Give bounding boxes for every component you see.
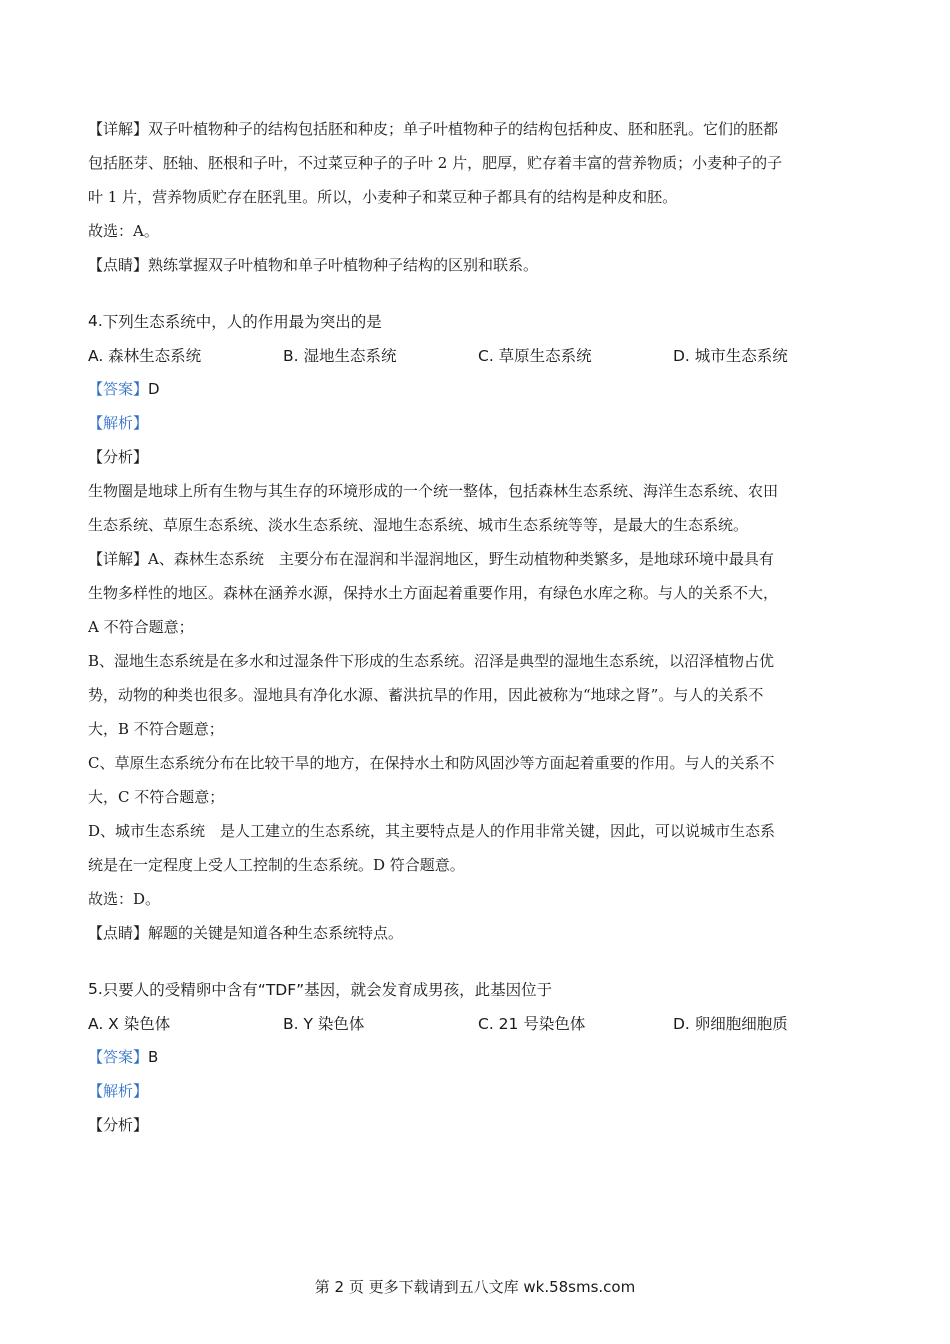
q4-stem-text: 下列生态系统中，人的作用最为突出的是 xyxy=(102,313,382,331)
q4-tip xyxy=(88,916,878,950)
q5-analysis-heading xyxy=(88,1074,878,1108)
q4-d-text-2: 统是在一定程度上受人工控制的生态系统。D 符合题意。 xyxy=(88,855,465,874)
q5-number: 5. xyxy=(88,980,103,998)
q4-b-text-2: 势，动物的种类也很多。湿地具有净化水源、蓄洪抗旱的作用，因此被称为“地球之肾”。与人的关系不 xyxy=(88,685,764,704)
q4-choice xyxy=(88,882,878,916)
q4-detail-text-2: 生物多样性的地区。森林在涵养水源，保持水土方面起着重要作用，有绿色水库之称。与人的关系不大， xyxy=(88,583,779,602)
q4-analysis-label: 【解析】 xyxy=(88,413,149,432)
q3-detail-text-3: 叶 1 片，营养物质贮存在胚乳里。所以，小麦种子和菜豆种子都具有的结构是种皮和胚。 xyxy=(88,187,678,206)
q4-fenxi-text-1: 生物圈是地球上所有生物与其生存的环境形成的一个统一整体，包括森林生态系统、海洋生态系统、农田 xyxy=(88,481,779,500)
q4-tip-text: 【点睛】解题的关键是知道各种生态系统特点。 xyxy=(88,923,404,942)
q4-fenxi-heading xyxy=(88,440,878,474)
q5-option-d: D. 卵细胞细胞质 xyxy=(673,1015,788,1033)
spacer xyxy=(88,950,878,972)
q4-answer-value: D xyxy=(148,379,160,398)
q4-choice-text: 故选：D。 xyxy=(88,889,161,908)
q4-detail-line-2 xyxy=(88,576,878,610)
q3-choice xyxy=(88,214,878,248)
q4-b-text-3: 大，B 不符合题意； xyxy=(88,719,224,738)
spacer xyxy=(88,282,878,304)
q4-options xyxy=(88,338,878,372)
page-footer: 第 2 页 更多下载请到五八文库 wk.58sms.com xyxy=(314,1278,636,1296)
q4-answer-label: 【答案】 xyxy=(88,379,149,398)
q4-b-line-3 xyxy=(88,712,878,746)
q4-option-a: A. 森林生态系统 xyxy=(88,347,202,365)
q4-option-d: D. 城市生态系统 xyxy=(673,347,788,365)
q4-option-c: C. 草原生态系统 xyxy=(478,347,592,365)
q4-c-text-1: C、草原生态系统分布在比较干旱的地方，在保持水土和防风固沙等方面起着重要的作用。与人的关系不 xyxy=(88,753,775,772)
q3-tip-text: 【点睛】熟练掌握双子叶植物和单子叶植物种子结构的区别和联系。 xyxy=(88,255,539,274)
q5-stem xyxy=(88,972,878,1006)
q5-analysis-label: 【解析】 xyxy=(88,1081,149,1100)
q4-fenxi-line-2 xyxy=(88,508,878,542)
q5-answer xyxy=(88,1040,878,1074)
q4-c-line-1 xyxy=(88,746,878,780)
q4-fenxi-line-1 xyxy=(88,474,878,508)
q4-detail-line-3 xyxy=(88,610,878,644)
q4-d-line-1 xyxy=(88,814,878,848)
q3-detail-line-1 xyxy=(88,112,878,146)
q4-d-text-1: D、城市生态系统 是人工建立的生态系统，其主要特点是人的作用非常关键，因此，可以说城市生态系 xyxy=(88,821,776,840)
q3-choice-text: 故选：A。 xyxy=(88,221,159,240)
q5-option-c: C. 21 号染色体 xyxy=(478,1015,586,1033)
q5-option-b: B. Y 染色体 xyxy=(283,1015,365,1033)
q4-analysis-heading xyxy=(88,406,878,440)
q4-detail-text-1: 【详解】A、森林生态系统 主要分布在湿润和半湿润地区，野生动植物种类繁多，是地球环境中最具有 xyxy=(88,549,774,568)
q5-option-a: A. X 染色体 xyxy=(88,1015,171,1033)
q4-b-line-1 xyxy=(88,644,878,678)
q4-d-line-2 xyxy=(88,848,878,882)
q3-detail-line-3 xyxy=(88,180,878,214)
q4-option-b: B. 湿地生态系统 xyxy=(283,347,397,365)
q3-detail-text-2: 包括胚芽、胚轴、胚根和子叶，不过菜豆种子的子叶 2 片，肥厚，贮存着丰富的营养物质；小麦种子的子 xyxy=(88,153,783,172)
q4-stem xyxy=(88,304,878,338)
q4-number: 4. xyxy=(88,312,103,330)
q5-stem-text: 只要人的受精卵中含有“TDF”基因，就会发育成男孩，此基因位于 xyxy=(102,981,553,999)
q4-answer xyxy=(88,372,878,406)
q4-b-line-2 xyxy=(88,678,878,712)
q5-fenxi-heading xyxy=(88,1108,878,1142)
q5-answer-value: B xyxy=(148,1047,159,1066)
q4-c-text-2: 大，C 不符合题意； xyxy=(88,787,225,806)
q5-options xyxy=(88,1006,878,1040)
q3-detail-line-2 xyxy=(88,146,878,180)
q3-detail-text-1: 【详解】双子叶植物种子的结构包括胚和种皮；单子叶植物种子的结构包括种皮、胚和胚乳。它们的胚都 xyxy=(88,119,779,138)
q4-fenxi-label: 【分析】 xyxy=(88,447,149,466)
q4-b-text-1: B、湿地生态系统是在多水和过湿条件下形成的生态系统。沼泽是典型的湿地生态系统，以沼泽植物占优 xyxy=(88,651,775,670)
q4-fenxi-text-2: 生态系统、草原生态系统、淡水生态系统、湿地生态系统、城市生态系统等等，是最大的生态系统。 xyxy=(88,515,749,534)
q4-detail-line-1 xyxy=(88,542,878,576)
q3-tip xyxy=(88,248,878,282)
q4-c-line-2 xyxy=(88,780,878,814)
document-body xyxy=(88,112,878,1142)
q4-detail-text-3: A 不符合题意； xyxy=(88,617,194,636)
q5-fenxi-label: 【分析】 xyxy=(88,1115,149,1134)
q5-answer-label: 【答案】 xyxy=(88,1047,149,1066)
